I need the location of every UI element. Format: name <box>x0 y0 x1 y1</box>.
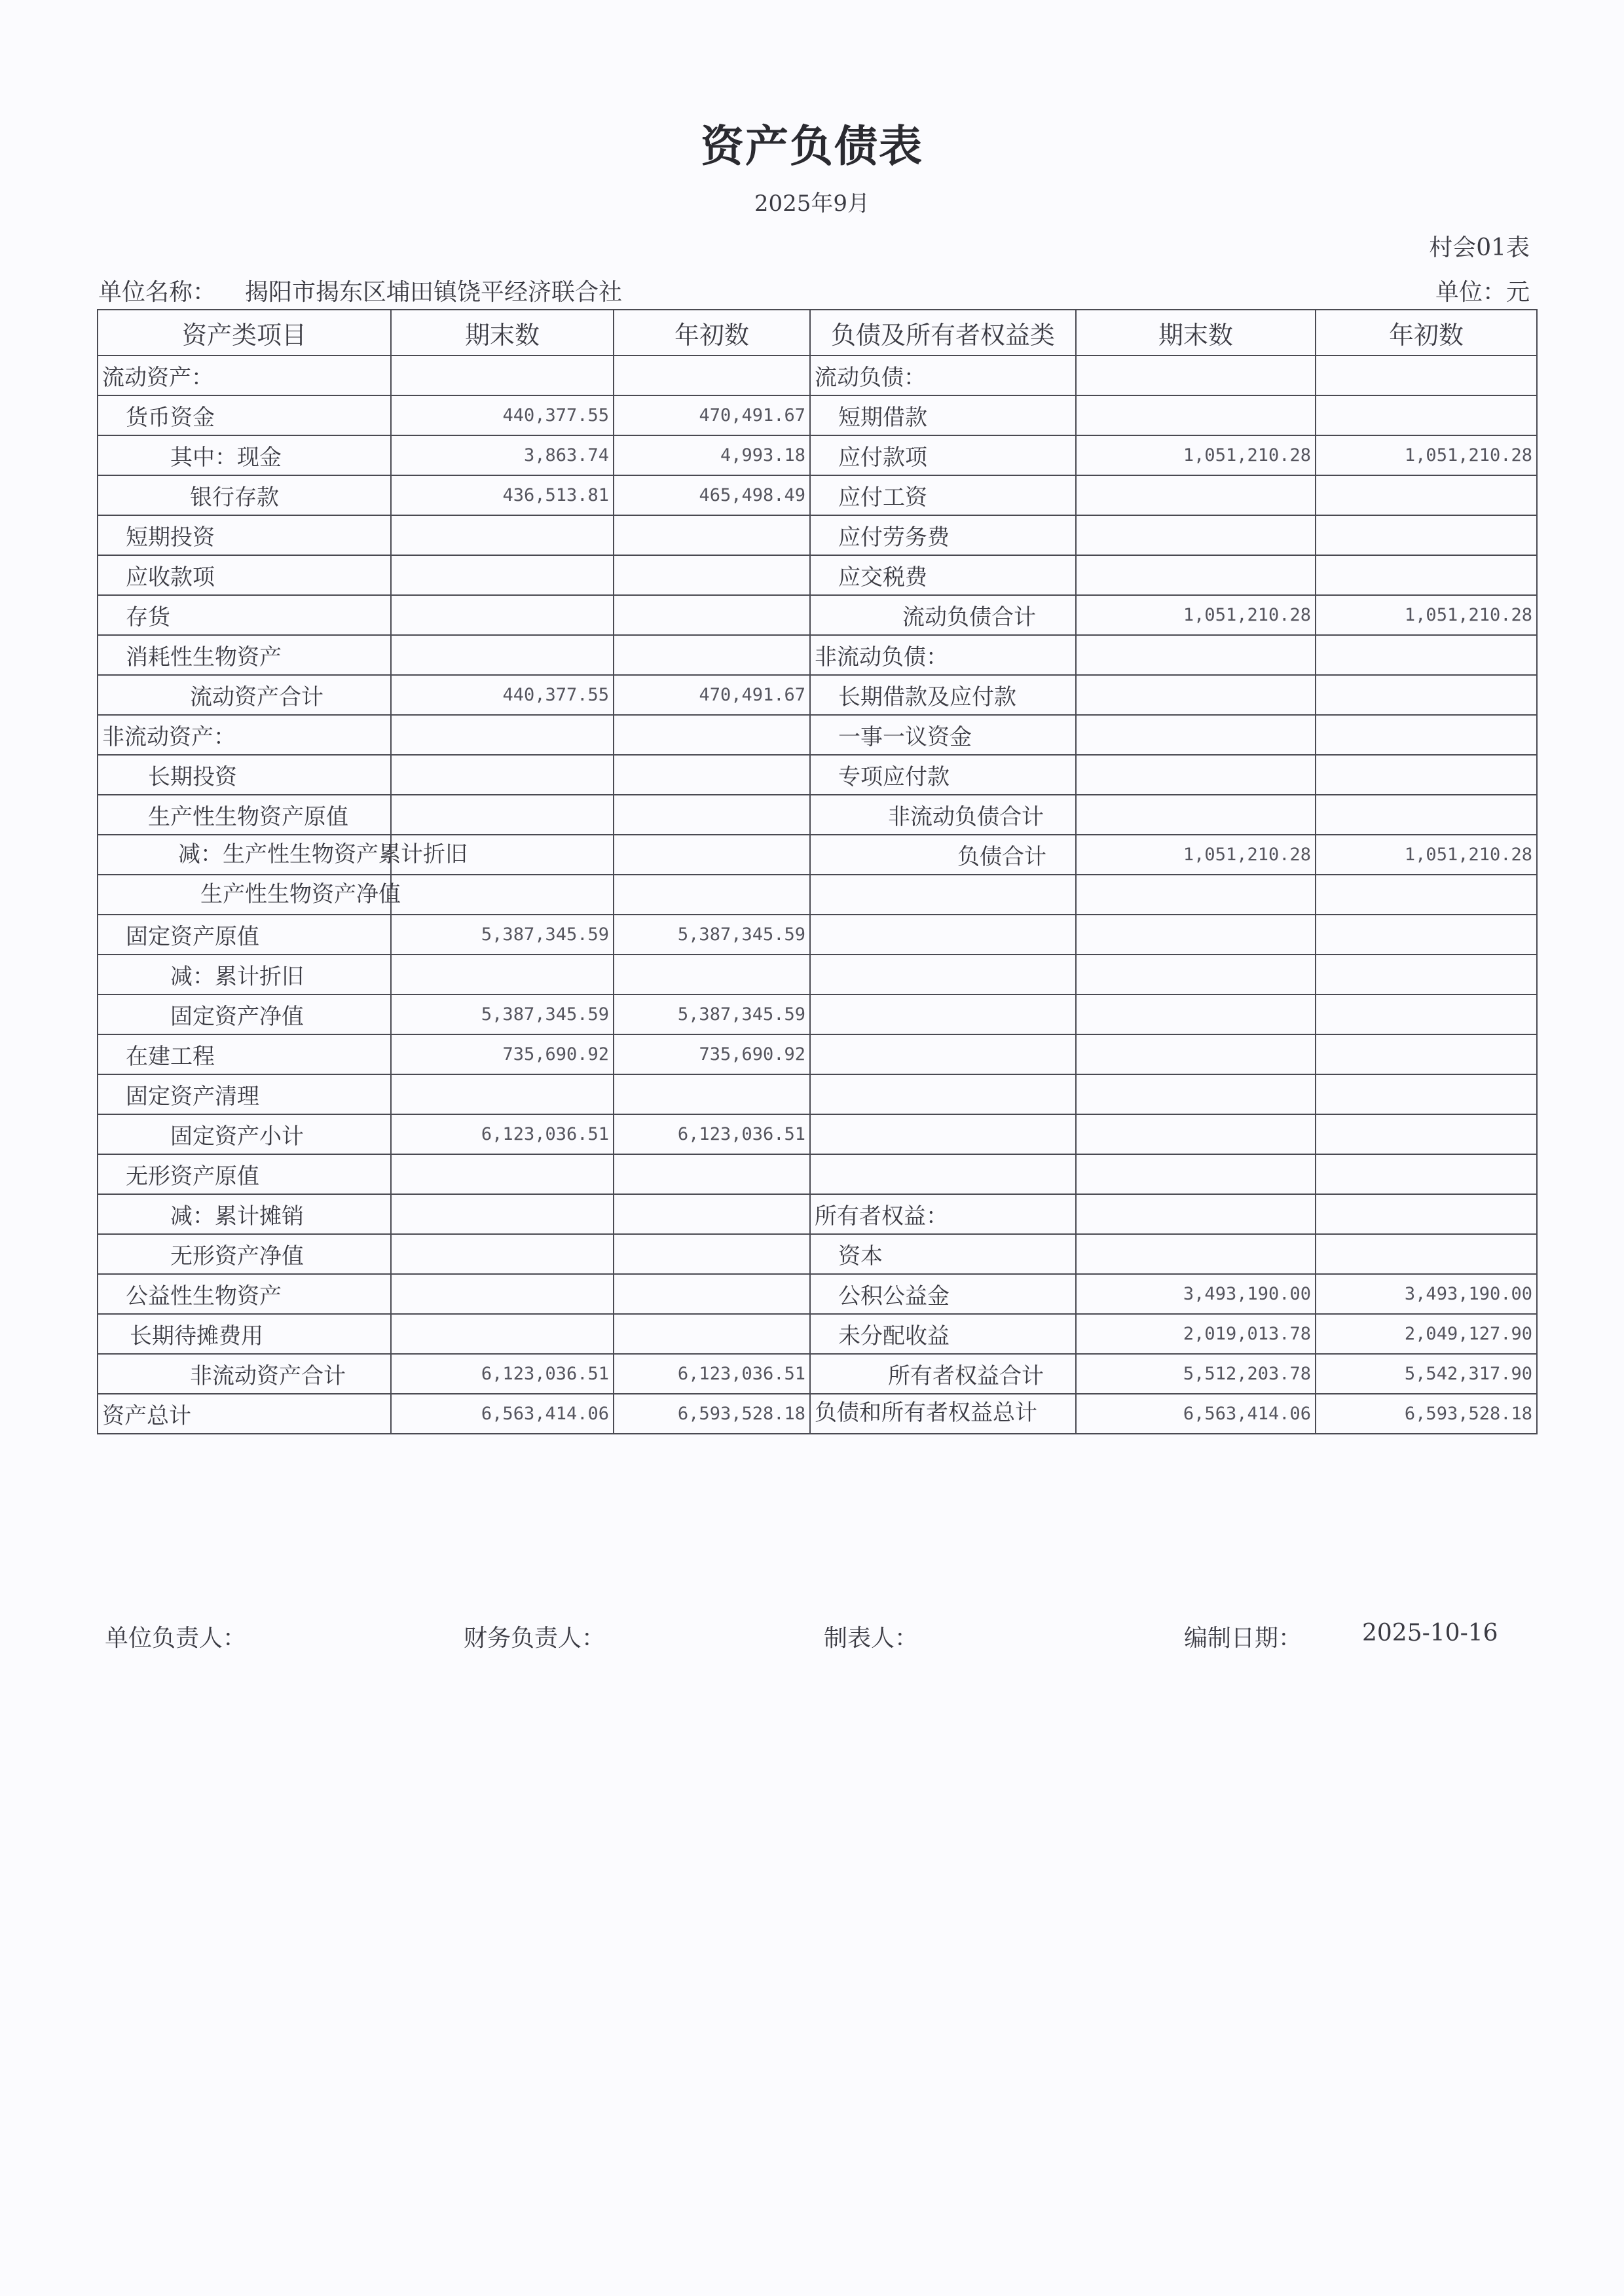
table-row <box>98 795 1537 835</box>
liability-end-value: 3,493,190.00 <box>1076 1274 1316 1314</box>
liability-label: 资本 <box>810 1234 1076 1274</box>
liability-label: 短期借款 <box>810 395 1076 435</box>
asset-end-value: 6,563,414.06 <box>391 1394 614 1434</box>
table-row <box>98 435 1537 475</box>
asset-end-value <box>391 595 614 635</box>
asset-label: 消耗性生物资产 <box>98 635 391 675</box>
asset-begin-value <box>614 875 810 915</box>
liability-label: 非流动负债合计 <box>810 795 1076 835</box>
liability-begin-value: 1,051,210.28 <box>1316 595 1537 635</box>
liability-end-value <box>1076 1234 1316 1274</box>
asset-begin-value <box>614 755 810 795</box>
liability-begin-value: 6,593,528.18 <box>1316 1394 1537 1434</box>
asset-end-value <box>391 635 614 675</box>
asset-begin-value <box>614 1154 810 1194</box>
table-row <box>98 395 1537 435</box>
asset-end-value <box>391 355 614 395</box>
liability-end-value: 1,051,210.28 <box>1076 435 1316 475</box>
asset-end-value: 440,377.55 <box>391 675 614 715</box>
asset-end-value: 6,123,036.51 <box>391 1114 614 1154</box>
liability-label <box>810 875 1076 915</box>
asset-begin-value: 6,123,036.51 <box>614 1354 810 1394</box>
liability-end-value: 2,019,013.78 <box>1076 1314 1316 1354</box>
asset-begin-value <box>614 715 810 755</box>
liability-end-value: 6,563,414.06 <box>1076 1394 1316 1434</box>
liability-label: 应交税费 <box>810 555 1076 595</box>
liability-begin-value <box>1316 1034 1537 1074</box>
liability-end-value: 5,512,203.78 <box>1076 1354 1316 1394</box>
col-liability-begin: 年初数 <box>1316 310 1537 355</box>
prepared-date-value: 2025-10-16 <box>1362 1620 1498 1647</box>
liability-label: 公积公益金 <box>810 1274 1076 1314</box>
asset-label: 无形资产原值 <box>98 1154 391 1194</box>
asset-end-value <box>391 955 614 994</box>
asset-begin-value: 4,993.18 <box>614 435 810 475</box>
liability-label: 流动负债： <box>810 355 1076 395</box>
table-row <box>98 555 1537 595</box>
currency-unit: 单位：元 <box>1435 279 1530 306</box>
asset-end-value: 3,863.74 <box>391 435 614 475</box>
asset-label: 减：累计折旧 <box>98 955 391 994</box>
table-row <box>98 1034 1537 1074</box>
asset-end-value: 735,690.92 <box>391 1034 614 1074</box>
liability-label: 负债合计 <box>810 835 1076 875</box>
asset-begin-value: 5,387,345.59 <box>614 915 810 955</box>
asset-begin-value <box>614 515 810 555</box>
asset-end-value: 440,377.55 <box>391 395 614 435</box>
liability-begin-value <box>1316 1074 1537 1114</box>
asset-begin-value <box>614 955 810 994</box>
liability-end-value <box>1076 715 1316 755</box>
liability-label: 负债和所有者权益总计 <box>810 1394 1076 1434</box>
asset-end-value <box>391 1154 614 1194</box>
table-row <box>98 1394 1537 1434</box>
asset-label: 固定资产原值 <box>98 915 391 955</box>
asset-label: 资产总计 <box>98 1394 391 1434</box>
unit-name-label: 单位名称： <box>98 279 217 306</box>
table-row <box>98 675 1537 715</box>
unit-name-value: 揭阳市揭东区埔田镇饶平经济联合社 <box>245 279 623 306</box>
liability-end-value <box>1076 355 1316 395</box>
table-header-row <box>98 310 1537 355</box>
asset-end-value <box>391 1194 614 1234</box>
form-number: 村会01表 <box>1429 234 1530 261</box>
asset-begin-value <box>614 835 810 875</box>
table-row <box>98 715 1537 755</box>
asset-begin-value <box>614 795 810 835</box>
asset-begin-value: 5,387,345.59 <box>614 994 810 1034</box>
asset-label: 无形资产净值 <box>98 1234 391 1274</box>
liability-end-value <box>1076 515 1316 555</box>
asset-end-value <box>391 875 614 915</box>
col-liability-end: 期末数 <box>1076 310 1316 355</box>
asset-end-value: 6,123,036.51 <box>391 1354 614 1394</box>
table-row <box>98 515 1537 555</box>
liability-begin-value <box>1316 1194 1537 1234</box>
liability-label: 应付款项 <box>810 435 1076 475</box>
col-asset-item: 资产类项目 <box>98 310 391 355</box>
table-row <box>98 955 1537 994</box>
asset-begin-value <box>614 555 810 595</box>
asset-begin-value: 470,491.67 <box>614 675 810 715</box>
table-row <box>98 595 1537 635</box>
table-row <box>98 355 1537 395</box>
table-row <box>98 1114 1537 1154</box>
liability-label <box>810 1154 1076 1194</box>
liability-begin-value: 1,051,210.28 <box>1316 435 1537 475</box>
asset-label: 流动资产： <box>98 355 391 395</box>
liability-begin-value <box>1316 755 1537 795</box>
liability-end-value <box>1076 875 1316 915</box>
asset-label: 非流动资产： <box>98 715 391 755</box>
asset-begin-value: 470,491.67 <box>614 395 810 435</box>
liability-end-value <box>1076 955 1316 994</box>
asset-label: 固定资产小计 <box>98 1114 391 1154</box>
liability-begin-value <box>1316 875 1537 915</box>
asset-end-value <box>391 515 614 555</box>
asset-begin-value: 735,690.92 <box>614 1034 810 1074</box>
asset-label: 长期待摊费用 <box>98 1314 391 1354</box>
asset-begin-value <box>614 595 810 635</box>
table-row <box>98 994 1537 1034</box>
report-period: 2025年9月 <box>754 191 870 217</box>
table-row <box>98 1274 1537 1314</box>
col-asset-begin: 年初数 <box>614 310 810 355</box>
asset-end-value <box>391 1074 614 1114</box>
liability-begin-value <box>1316 955 1537 994</box>
liability-begin-value <box>1316 715 1537 755</box>
asset-begin-value <box>614 355 810 395</box>
liability-end-value <box>1076 994 1316 1034</box>
asset-end-value: 436,513.81 <box>391 475 614 515</box>
table-row <box>98 1314 1537 1354</box>
liability-end-value <box>1076 395 1316 435</box>
liability-end-value <box>1076 675 1316 715</box>
col-asset-end: 期末数 <box>391 310 614 355</box>
asset-label: 其中：现金 <box>98 435 391 475</box>
asset-begin-value: 465,498.49 <box>614 475 810 515</box>
liability-end-value <box>1076 915 1316 955</box>
liability-label <box>810 1074 1076 1114</box>
table-row <box>98 1194 1537 1234</box>
asset-end-value <box>391 795 614 835</box>
liability-end-value: 1,051,210.28 <box>1076 595 1316 635</box>
liability-begin-value <box>1316 475 1537 515</box>
asset-end-value <box>391 555 614 595</box>
liability-label: 流动负债合计 <box>810 595 1076 635</box>
table-row <box>98 915 1537 955</box>
table-row <box>98 635 1537 675</box>
liability-end-value: 1,051,210.28 <box>1076 835 1316 875</box>
liability-label: 所有者权益合计 <box>810 1354 1076 1394</box>
table-row <box>98 875 1537 915</box>
asset-label: 减：累计摊销 <box>98 1194 391 1234</box>
unit-name-line <box>98 274 622 307</box>
liability-label: 长期借款及应付款 <box>810 675 1076 715</box>
asset-begin-value <box>614 1274 810 1314</box>
liability-begin-value: 1,051,210.28 <box>1316 835 1537 875</box>
liability-label: 应付工资 <box>810 475 1076 515</box>
liability-begin-value <box>1316 675 1537 715</box>
asset-begin-value <box>614 1194 810 1234</box>
liability-begin-value: 5,542,317.90 <box>1316 1354 1537 1394</box>
asset-label: 长期投资 <box>98 755 391 795</box>
liability-end-value <box>1076 555 1316 595</box>
table-row <box>98 1154 1537 1194</box>
asset-label: 短期投资 <box>98 515 391 555</box>
asset-label: 减：生产性生物资产累计折旧 <box>98 835 391 875</box>
liability-begin-value <box>1316 915 1537 955</box>
asset-begin-value: 6,123,036.51 <box>614 1114 810 1154</box>
liability-end-value <box>1076 1114 1316 1154</box>
asset-label: 生产性生物资产原值 <box>98 795 391 835</box>
liability-end-value <box>1076 755 1316 795</box>
asset-begin-value <box>614 1234 810 1274</box>
liability-label <box>810 1114 1076 1154</box>
liability-label: 未分配收益 <box>810 1314 1076 1354</box>
liability-begin-value: 3,493,190.00 <box>1316 1274 1537 1314</box>
asset-end-value <box>391 715 614 755</box>
liability-begin-value <box>1316 555 1537 595</box>
liability-label <box>810 1034 1076 1074</box>
asset-label: 应收款项 <box>98 555 391 595</box>
liability-begin-value <box>1316 795 1537 835</box>
table-row <box>98 1354 1537 1394</box>
table-row <box>98 755 1537 795</box>
liability-begin-value <box>1316 1234 1537 1274</box>
prepared-date-label: 编制日期： <box>1184 1625 1302 1652</box>
liability-begin-value <box>1316 395 1537 435</box>
finance-head-signature: 财务负责人： <box>464 1625 606 1652</box>
asset-end-value <box>391 1234 614 1274</box>
asset-label: 固定资产清理 <box>98 1074 391 1114</box>
liability-begin-value <box>1316 515 1537 555</box>
asset-end-value: 5,387,345.59 <box>391 915 614 955</box>
asset-end-value <box>391 755 614 795</box>
asset-end-value <box>391 1274 614 1314</box>
liability-end-value <box>1076 795 1316 835</box>
table-row <box>98 1074 1537 1114</box>
liability-label <box>810 955 1076 994</box>
asset-label: 银行存款 <box>98 475 391 515</box>
liability-end-value <box>1076 1194 1316 1234</box>
asset-end-value: 5,387,345.59 <box>391 994 614 1034</box>
unit-head-signature: 单位负责人： <box>105 1625 247 1652</box>
asset-begin-value <box>614 1314 810 1354</box>
liability-label: 应付劳务费 <box>810 515 1076 555</box>
asset-label: 非流动资产合计 <box>98 1354 391 1394</box>
asset-label: 生产性生物资产净值 <box>98 875 391 915</box>
asset-end-value <box>391 1314 614 1354</box>
liability-label: 所有者权益： <box>810 1194 1076 1234</box>
liability-begin-value <box>1316 1114 1537 1154</box>
liability-end-value <box>1076 635 1316 675</box>
asset-label: 固定资产净值 <box>98 994 391 1034</box>
balance-sheet-table <box>97 309 1538 1434</box>
table-row <box>98 835 1537 875</box>
liability-label: 非流动负债： <box>810 635 1076 675</box>
asset-label: 在建工程 <box>98 1034 391 1074</box>
liability-begin-value <box>1316 1154 1537 1194</box>
liability-label: 一事一议资金 <box>810 715 1076 755</box>
col-liability-item: 负债及所有者权益类 <box>810 310 1076 355</box>
asset-label: 流动资产合计 <box>98 675 391 715</box>
liability-label <box>810 994 1076 1034</box>
liability-begin-value <box>1316 355 1537 395</box>
liability-begin-value <box>1316 994 1537 1034</box>
asset-begin-value <box>614 1074 810 1114</box>
asset-label: 货币资金 <box>98 395 391 435</box>
table-row <box>98 1234 1537 1274</box>
asset-label: 存货 <box>98 595 391 635</box>
document-title: 资产负债表 <box>701 120 923 172</box>
liability-end-value <box>1076 1154 1316 1194</box>
liability-end-value <box>1076 1034 1316 1074</box>
asset-label: 公益性生物资产 <box>98 1274 391 1314</box>
liability-end-value <box>1076 1074 1316 1114</box>
asset-begin-value <box>614 635 810 675</box>
table-row <box>98 475 1537 515</box>
liability-begin-value: 2,049,127.90 <box>1316 1314 1537 1354</box>
liability-label <box>810 915 1076 955</box>
liability-begin-value <box>1316 635 1537 675</box>
asset-begin-value: 6,593,528.18 <box>614 1394 810 1434</box>
liability-label: 专项应付款 <box>810 755 1076 795</box>
liability-end-value <box>1076 475 1316 515</box>
preparer-signature: 制表人： <box>824 1625 919 1652</box>
